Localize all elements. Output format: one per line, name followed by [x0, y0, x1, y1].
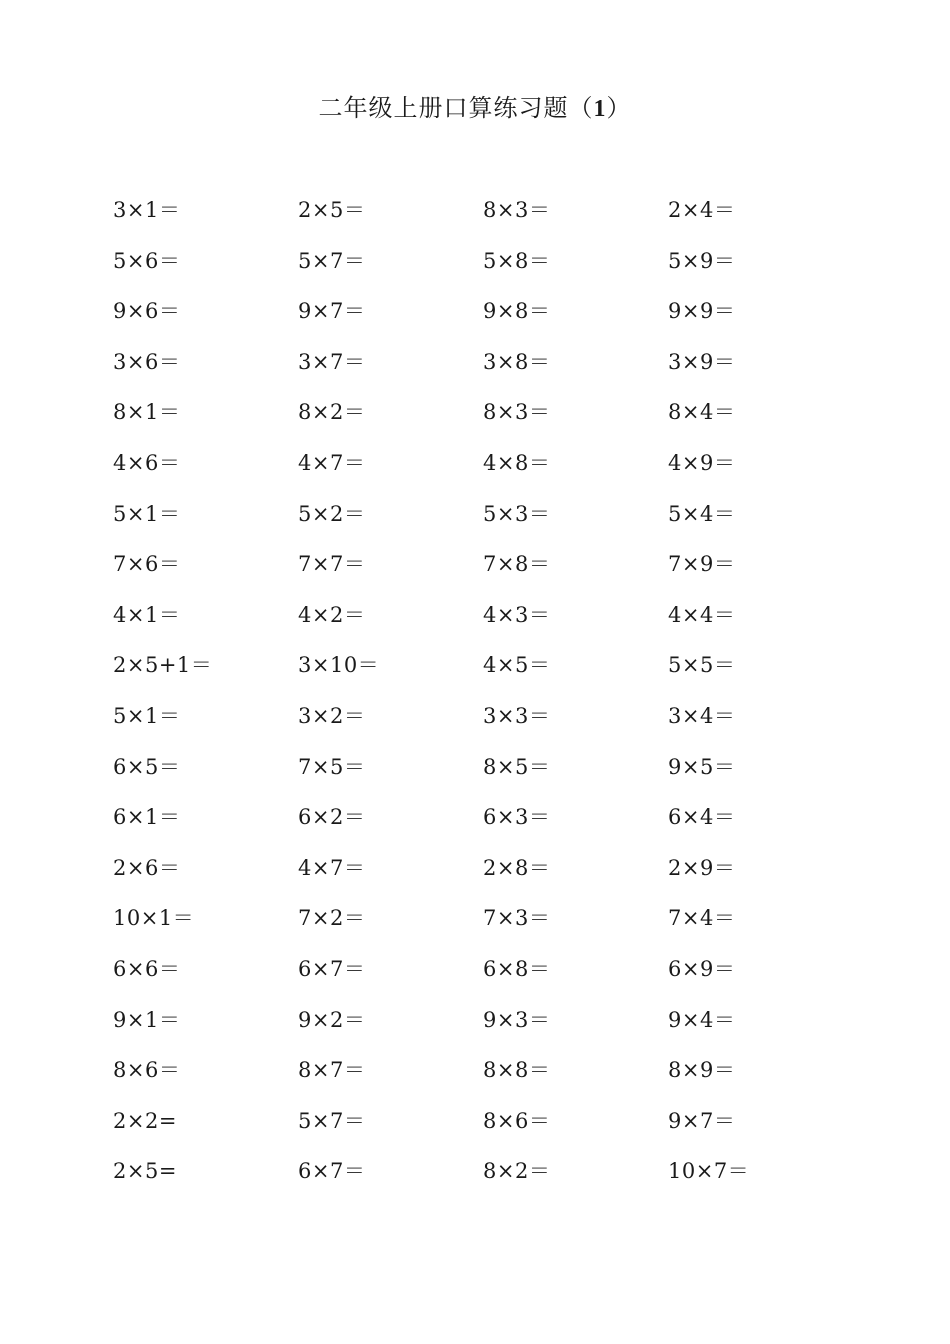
problem-item: 9×4＝: [668, 1007, 736, 1032]
problem-item: 8×2＝: [298, 400, 366, 425]
page-title: [0, 88, 950, 129]
problem-item: 3×9＝: [668, 349, 736, 374]
problem-item: 5×8＝: [483, 248, 551, 273]
problem-item: 10×7＝: [668, 1159, 750, 1184]
problem-item: 8×9＝: [668, 1058, 736, 1083]
problem-item: 7×9＝: [668, 552, 736, 577]
problem-grid: [113, 190, 853, 1202]
problem-item: 6×1＝: [113, 805, 181, 830]
problem-item: 9×5＝: [668, 754, 736, 779]
problem-item: 4×1＝: [113, 602, 181, 627]
problem-item: 5×7＝: [298, 248, 366, 273]
problem-item: 3×7＝: [298, 349, 366, 374]
problem-item: 3×4＝: [668, 703, 736, 728]
problem-item: 6×5＝: [113, 754, 181, 779]
problem-item: 8×7＝: [298, 1058, 366, 1083]
problem-item: 5×6＝: [113, 248, 181, 273]
problem-item: 2×4＝: [668, 198, 736, 222]
problem-item: 4×7＝: [298, 855, 366, 880]
problem-item: 3×2＝: [298, 703, 366, 728]
problem-item: 6×6＝: [113, 956, 181, 981]
problem-item: 9×1＝: [113, 1007, 181, 1032]
problem-item: 8×6＝: [483, 1108, 551, 1133]
problem-item: 8×4＝: [668, 400, 736, 425]
problem-item: 4×4＝: [668, 602, 736, 627]
problem-item: 7×8＝: [483, 552, 551, 577]
problem-item: 4×7＝: [298, 450, 366, 475]
problem-item: 8×6＝: [113, 1058, 181, 1083]
problem-item: 5×4＝: [668, 501, 736, 526]
problem-item: 3×1＝: [113, 198, 181, 222]
problem-item: 8×1＝: [113, 400, 181, 425]
problem-item: 4×8＝: [483, 450, 551, 475]
problem-item: 2×5=: [113, 1159, 177, 1184]
problem-item: 3×10＝: [298, 653, 380, 678]
problem-item: 7×4＝: [668, 906, 736, 931]
title-suffix: ）: [606, 94, 632, 122]
problem-item: 5×1＝: [113, 703, 181, 728]
problem-item: 3×3＝: [483, 703, 551, 728]
problem-item: 4×5＝: [483, 653, 551, 678]
title-number: 1: [593, 96, 607, 122]
problem-item: 7×3＝: [483, 906, 551, 931]
problem-item: 9×7＝: [298, 299, 366, 324]
title-prefix: 二年级上册口算练习题（: [318, 94, 594, 122]
problem-item: 6×8＝: [483, 956, 551, 981]
problem-item: 9×6＝: [113, 299, 181, 324]
problem-item: 5×5＝: [668, 653, 736, 678]
problem-item: 3×8＝: [483, 349, 551, 374]
problem-item: 2×9＝: [668, 855, 736, 880]
problem-item: 7×7＝: [298, 552, 366, 577]
problem-item: 2×5＝: [298, 198, 366, 222]
problem-item: 2×6＝: [113, 855, 181, 880]
problem-item: 5×9＝: [668, 248, 736, 273]
problem-item: 7×2＝: [298, 906, 366, 931]
problem-item: 6×3＝: [483, 805, 551, 830]
problem-item: 8×3＝: [483, 400, 551, 425]
problem-item: 6×2＝: [298, 805, 366, 830]
problem-item: 6×4＝: [668, 805, 736, 830]
problem-item: 4×3＝: [483, 602, 551, 627]
problem-item: 8×5＝: [483, 754, 551, 779]
problem-item: 5×7＝: [298, 1108, 366, 1133]
problem-item: 9×7＝: [668, 1108, 736, 1133]
problem-item: 8×2＝: [483, 1159, 551, 1184]
problem-item: 9×9＝: [668, 299, 736, 324]
problem-item: 5×3＝: [483, 501, 551, 526]
problem-item: 6×7＝: [298, 1159, 366, 1184]
problem-item: 9×2＝: [298, 1007, 366, 1032]
problem-item: 2×2=: [113, 1108, 177, 1133]
problem-item: 4×9＝: [668, 450, 736, 475]
problem-item: 6×9＝: [668, 956, 736, 981]
problem-item: 7×5＝: [298, 754, 366, 779]
problem-item: 3×6＝: [113, 349, 181, 374]
problem-item: 4×2＝: [298, 602, 366, 627]
problem-item: 2×5+1＝: [113, 653, 213, 678]
problem-item: 9×8＝: [483, 299, 551, 324]
problem-item: 6×7＝: [298, 956, 366, 981]
problem-item: 5×2＝: [298, 501, 366, 526]
problem-item: 4×6＝: [113, 450, 181, 475]
problem-item: 9×3＝: [483, 1007, 551, 1032]
problem-item: 5×1＝: [113, 501, 181, 526]
problem-item: 10×1＝: [113, 906, 195, 931]
problem-item: 2×8＝: [483, 855, 551, 880]
problem-item: 7×6＝: [113, 552, 181, 577]
problem-item: 8×8＝: [483, 1058, 551, 1083]
problem-item: 8×3＝: [483, 198, 551, 222]
